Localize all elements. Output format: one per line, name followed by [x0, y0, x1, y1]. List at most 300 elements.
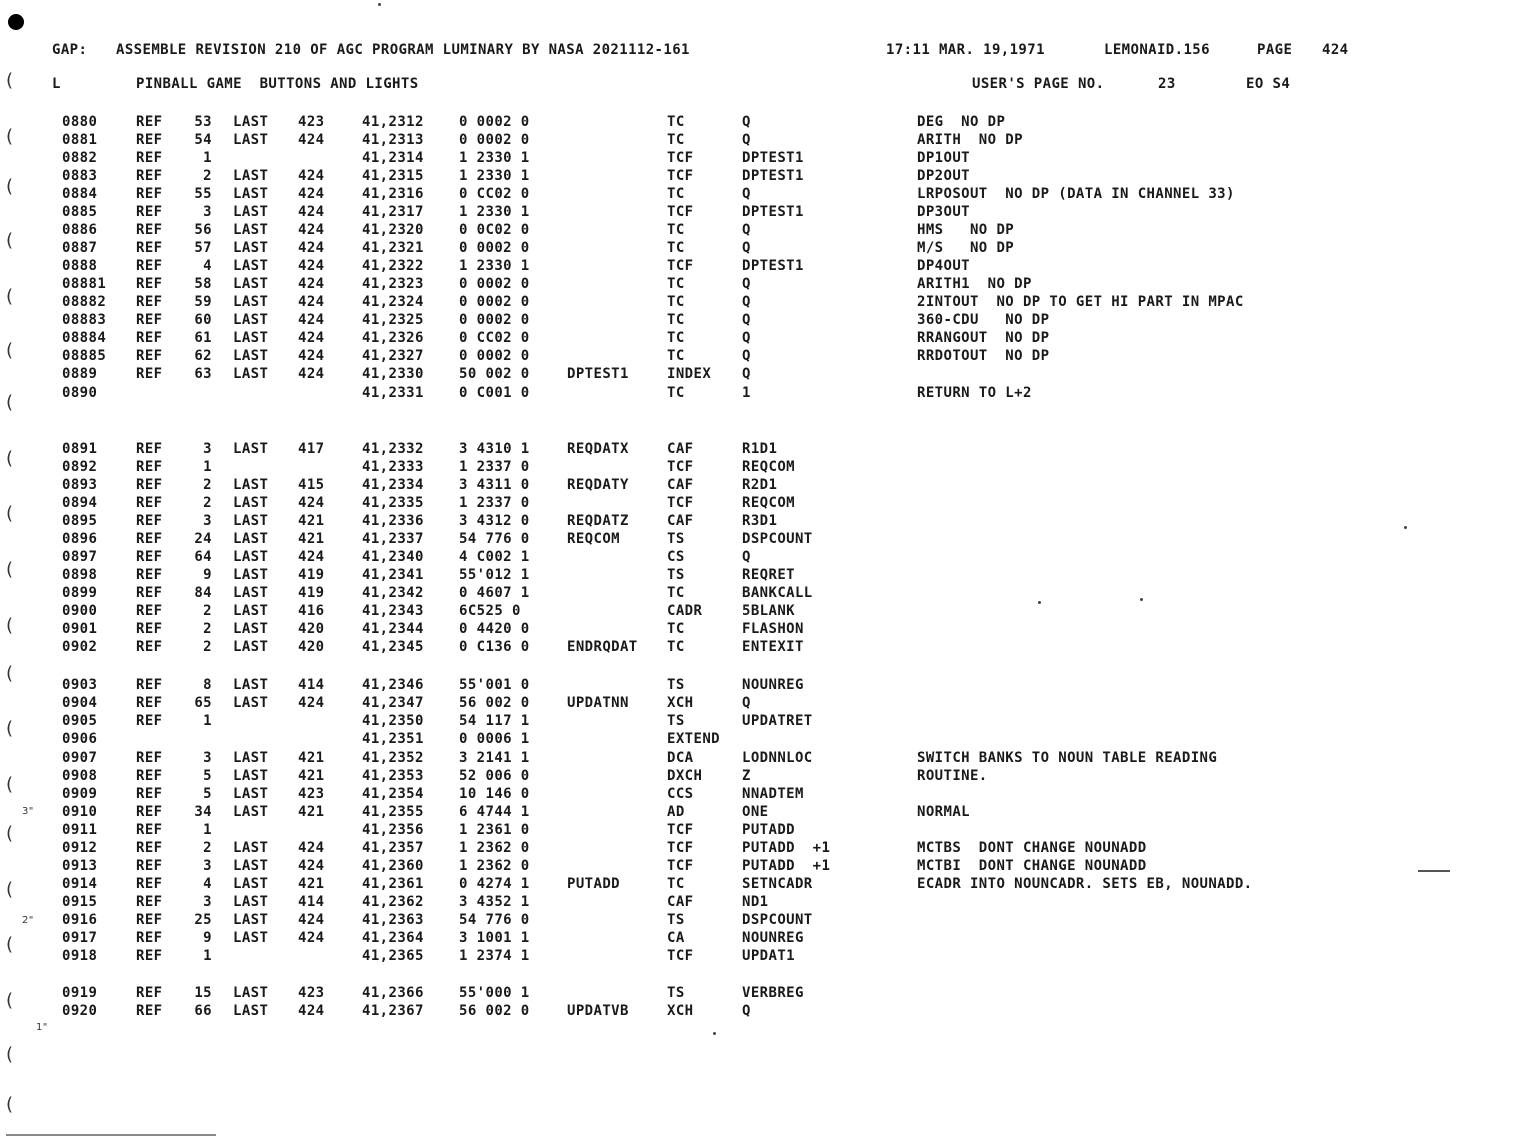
- cell-lastn: 424: [298, 330, 325, 346]
- cell-word: 1 2337 0: [459, 459, 530, 475]
- cell-seq: 08885: [62, 348, 107, 364]
- cell-refn: 55: [194, 186, 212, 202]
- cell-op: INDEX: [667, 366, 712, 382]
- cell-op: TC: [667, 222, 685, 238]
- listing-row: [0, 912, 1536, 930]
- cell-ref: REF: [136, 1003, 163, 1019]
- cell-arg: PUTADD: [742, 822, 795, 838]
- cell-seq: 0895: [62, 513, 98, 529]
- cell-op: XCH: [667, 695, 694, 711]
- cell-refn: 3: [203, 750, 212, 766]
- cell-last: LAST: [233, 495, 269, 511]
- cell-lastn: 424: [298, 912, 325, 928]
- cell-arg: VERBREG: [742, 985, 804, 1001]
- cell-lastn: 424: [298, 312, 325, 328]
- cell-word: 55'001 0: [459, 677, 530, 693]
- cell-lastn: 424: [298, 276, 325, 292]
- cell-arg: Q: [742, 312, 751, 328]
- cell-lastn: 424: [298, 168, 325, 184]
- cell-last: LAST: [233, 531, 269, 547]
- cell-ref: REF: [136, 930, 163, 946]
- cell-word: 0 0002 0: [459, 348, 530, 364]
- listing-row: [0, 822, 1536, 840]
- header-prefix: GAP:: [52, 42, 88, 58]
- cell-ref: REF: [136, 585, 163, 601]
- cell-word: 1 2330 1: [459, 258, 530, 274]
- cell-word: 6 4744 1: [459, 804, 530, 820]
- listing-row: [0, 840, 1536, 858]
- listing-row: [0, 477, 1536, 495]
- cell-addr: 41,2345: [362, 639, 424, 655]
- listing-row: [0, 567, 1536, 585]
- cell-word: 6C525 0: [459, 603, 521, 619]
- cell-last: LAST: [233, 240, 269, 256]
- cell-seq: 0884: [62, 186, 98, 202]
- cell-op: CAF: [667, 477, 694, 493]
- cell-op: TCF: [667, 258, 694, 274]
- cell-last: LAST: [233, 366, 269, 382]
- cell-seq: 08881: [62, 276, 107, 292]
- cell-arg: Q: [742, 549, 751, 565]
- section-marker: L: [52, 76, 61, 92]
- cell-ref: REF: [136, 822, 163, 838]
- cell-refn: 62: [194, 348, 212, 364]
- listing-row: [0, 150, 1536, 168]
- listing-row: [0, 132, 1536, 150]
- cell-word: 50 002 0: [459, 366, 530, 382]
- listing-row: [0, 695, 1536, 713]
- cell-word: 3 2141 1: [459, 750, 530, 766]
- cell-addr: 41,2356: [362, 822, 424, 838]
- cell-refn: 54: [194, 132, 212, 148]
- cell-ref: REF: [136, 513, 163, 529]
- listing-row: [0, 348, 1536, 366]
- cell-ref: REF: [136, 132, 163, 148]
- cell-addr: 41,2315: [362, 168, 424, 184]
- cell-refn: 3: [203, 441, 212, 457]
- cell-refn: 58: [194, 276, 212, 292]
- cell-lastn: 424: [298, 695, 325, 711]
- cell-arg: REQCOM: [742, 495, 795, 511]
- binder-mark: (: [6, 286, 14, 307]
- cell-word: 4 C002 1: [459, 549, 530, 565]
- cell-word: 3 4312 0: [459, 513, 530, 529]
- cell-addr: 41,2334: [362, 477, 424, 493]
- cell-arg: R2D1: [742, 477, 778, 493]
- cell-comment: DP2OUT: [917, 168, 970, 184]
- cell-addr: 41,2320: [362, 222, 424, 238]
- cell-ref: REF: [136, 768, 163, 784]
- print-smudge: [1418, 870, 1450, 872]
- listing-row: [0, 186, 1536, 204]
- cell-lastn: 414: [298, 677, 325, 693]
- cell-op: TC: [667, 132, 685, 148]
- binder-mark: (: [6, 126, 14, 147]
- cell-ref: REF: [136, 348, 163, 364]
- cell-addr: 41,2324: [362, 294, 424, 310]
- cell-word: 56 002 0: [459, 695, 530, 711]
- cell-last: LAST: [233, 930, 269, 946]
- cell-last: LAST: [233, 804, 269, 820]
- cell-last: LAST: [233, 186, 269, 202]
- section-title: PINBALL GAME BUTTONS AND LIGHTS: [136, 76, 419, 92]
- cell-arg: REQRET: [742, 567, 795, 583]
- cell-op: TC: [667, 621, 685, 637]
- listing-row: [0, 621, 1536, 639]
- cell-last: LAST: [233, 985, 269, 1001]
- cell-addr: 41,2337: [362, 531, 424, 547]
- cell-ref: REF: [136, 294, 163, 310]
- cell-last: LAST: [233, 312, 269, 328]
- cell-arg: PUTADD +1: [742, 858, 831, 874]
- listing-row: [0, 876, 1536, 894]
- cell-op: TC: [667, 240, 685, 256]
- cell-arg: DPTEST1: [742, 204, 804, 220]
- cell-addr: 41,2363: [362, 912, 424, 928]
- cell-op: TS: [667, 567, 685, 583]
- cell-seq: 0912: [62, 840, 98, 856]
- cell-lastn: 424: [298, 840, 325, 856]
- cell-lastn: 424: [298, 549, 325, 565]
- cell-comment: DEG NO DP: [917, 114, 1006, 130]
- binder-mark: (: [6, 340, 14, 361]
- cell-word: 54 776 0: [459, 912, 530, 928]
- cell-ref: REF: [136, 894, 163, 910]
- cell-last: LAST: [233, 858, 269, 874]
- cell-seq: 0881: [62, 132, 98, 148]
- binder-mark: (: [6, 1044, 14, 1065]
- binder-mark: (: [6, 70, 14, 91]
- binder-mark: (: [6, 503, 14, 524]
- cell-addr: 41,2343: [362, 603, 424, 619]
- cell-op: DCA: [667, 750, 694, 766]
- cell-word: 55'000 1: [459, 985, 530, 1001]
- listing-row: [0, 786, 1536, 804]
- cell-op: TCF: [667, 858, 694, 874]
- cell-arg: LODNNLOC: [742, 750, 813, 766]
- cell-word: 0 0002 0: [459, 240, 530, 256]
- listing-row: [0, 513, 1536, 531]
- margin-note: 3": [22, 806, 34, 817]
- cell-arg: Q: [742, 186, 751, 202]
- cell-last: LAST: [233, 603, 269, 619]
- cell-arg: Q: [742, 695, 751, 711]
- cell-ref: REF: [136, 222, 163, 238]
- cell-addr: 41,2317: [362, 204, 424, 220]
- cell-last: LAST: [233, 549, 269, 565]
- cell-last: LAST: [233, 114, 269, 130]
- cell-refn: 57: [194, 240, 212, 256]
- cell-refn: 9: [203, 930, 212, 946]
- cell-op: TCF: [667, 948, 694, 964]
- cell-arg: 1: [742, 385, 751, 401]
- cell-last: LAST: [233, 258, 269, 274]
- cell-seq: 0908: [62, 768, 98, 784]
- cell-comment: M/S NO DP: [917, 240, 1015, 256]
- cell-lastn: 421: [298, 513, 325, 529]
- cell-ref: REF: [136, 477, 163, 493]
- cell-refn: 64: [194, 549, 212, 565]
- cell-comment: RRANGOUT NO DP: [917, 330, 1050, 346]
- cell-refn: 1: [203, 150, 212, 166]
- cell-lastn: 421: [298, 750, 325, 766]
- cell-last: LAST: [233, 695, 269, 711]
- cell-addr: 41,2355: [362, 804, 424, 820]
- cell-last: LAST: [233, 750, 269, 766]
- cell-refn: 25: [194, 912, 212, 928]
- cell-refn: 63: [194, 366, 212, 382]
- cell-refn: 66: [194, 1003, 212, 1019]
- cell-ref: REF: [136, 186, 163, 202]
- cell-op: CAF: [667, 894, 694, 910]
- cell-arg: ND1: [742, 894, 769, 910]
- cell-addr: 41,2312: [362, 114, 424, 130]
- cell-last: LAST: [233, 1003, 269, 1019]
- cell-ref: REF: [136, 495, 163, 511]
- cell-addr: 41,2323: [362, 276, 424, 292]
- cell-comment: LRPOSOUT NO DP (DATA IN CHANNEL 33): [917, 186, 1235, 202]
- cell-seq: 0897: [62, 549, 98, 565]
- cell-arg: Q: [742, 276, 751, 292]
- cell-op: TS: [667, 912, 685, 928]
- listing-row: [0, 750, 1536, 768]
- print-speck: [378, 3, 381, 6]
- cell-last: LAST: [233, 894, 269, 910]
- cell-refn: 1: [203, 822, 212, 838]
- cell-seq: 0892: [62, 459, 98, 475]
- binder-mark: (: [6, 448, 14, 469]
- cell-lastn: 419: [298, 567, 325, 583]
- cell-op: CADR: [667, 603, 703, 619]
- cell-addr: 41,2332: [362, 441, 424, 457]
- cell-seq: 08883: [62, 312, 107, 328]
- cell-op: TC: [667, 585, 685, 601]
- cell-refn: 8: [203, 677, 212, 693]
- cell-last: LAST: [233, 912, 269, 928]
- cell-lastn: 421: [298, 531, 325, 547]
- cell-last: LAST: [233, 348, 269, 364]
- cell-arg: DSPCOUNT: [742, 531, 813, 547]
- cell-addr: 41,2365: [362, 948, 424, 964]
- cell-seq: 0907: [62, 750, 98, 766]
- cell-word: 1 2362 0: [459, 858, 530, 874]
- cell-arg: Q: [742, 366, 751, 382]
- cell-word: 0 CC02 0: [459, 186, 530, 202]
- cell-refn: 2: [203, 639, 212, 655]
- cell-refn: 2: [203, 495, 212, 511]
- cell-lastn: 424: [298, 348, 325, 364]
- cell-seq: 0899: [62, 585, 98, 601]
- cell-ref: REF: [136, 204, 163, 220]
- cell-seq: 0919: [62, 985, 98, 1001]
- cell-refn: 84: [194, 585, 212, 601]
- listing-row: [0, 114, 1536, 132]
- listing-row: [0, 312, 1536, 330]
- cell-word: 55'012 1: [459, 567, 530, 583]
- cell-seq: 0890: [62, 385, 98, 401]
- cell-arg: Q: [742, 114, 751, 130]
- cell-seq: 0885: [62, 204, 98, 220]
- cell-seq: 0886: [62, 222, 98, 238]
- cell-last: LAST: [233, 786, 269, 802]
- cell-addr: 41,2350: [362, 713, 424, 729]
- user-page-label: USER'S PAGE NO.: [972, 76, 1105, 92]
- cell-lastn: 424: [298, 930, 325, 946]
- cell-op: TCF: [667, 204, 694, 220]
- cell-op: TCF: [667, 459, 694, 475]
- cell-refn: 1: [203, 459, 212, 475]
- print-speck: [713, 1032, 716, 1035]
- listing-row: [0, 948, 1536, 966]
- cell-lastn: 423: [298, 985, 325, 1001]
- cell-arg: SETNCADR: [742, 876, 813, 892]
- cell-ref: REF: [136, 366, 163, 382]
- cell-lastn: 424: [298, 294, 325, 310]
- cell-last: LAST: [233, 567, 269, 583]
- cell-arg: 5BLANK: [742, 603, 795, 619]
- cell-op: CCS: [667, 786, 694, 802]
- cell-arg: ENTEXIT: [742, 639, 804, 655]
- cell-addr: 41,2351: [362, 731, 424, 747]
- cell-ref: REF: [136, 858, 163, 874]
- cell-op: TCF: [667, 822, 694, 838]
- binder-mark: (: [6, 718, 14, 739]
- cell-word: 1 2374 1: [459, 948, 530, 964]
- listing-row: [0, 603, 1536, 621]
- cell-lastn: 424: [298, 186, 325, 202]
- eo-marker: EO S4: [1246, 76, 1291, 92]
- cell-addr: 41,2341: [362, 567, 424, 583]
- cell-arg: Q: [742, 132, 751, 148]
- cell-label: REQDATX: [567, 441, 629, 457]
- binder-mark: (: [6, 823, 14, 844]
- cell-arg: DSPCOUNT: [742, 912, 813, 928]
- cell-seq: 0920: [62, 1003, 98, 1019]
- cell-comment: NORMAL: [917, 804, 970, 820]
- cell-addr: 41,2321: [362, 240, 424, 256]
- cell-op: XCH: [667, 1003, 694, 1019]
- cell-addr: 41,2325: [362, 312, 424, 328]
- cell-last: LAST: [233, 168, 269, 184]
- cell-label: ENDRQDAT: [567, 639, 638, 655]
- cell-last: LAST: [233, 441, 269, 457]
- cell-word: 56 002 0: [459, 1003, 530, 1019]
- cell-word: 10 146 0: [459, 786, 530, 802]
- cell-last: LAST: [233, 477, 269, 493]
- cell-op: TC: [667, 639, 685, 655]
- cell-label: UPDATNN: [567, 695, 629, 711]
- cell-seq: 0909: [62, 786, 98, 802]
- cell-op: TC: [667, 330, 685, 346]
- cell-lastn: 424: [298, 240, 325, 256]
- cell-refn: 9: [203, 567, 212, 583]
- cell-addr: 41,2352: [362, 750, 424, 766]
- binder-mark: (: [6, 934, 14, 955]
- cell-ref: REF: [136, 912, 163, 928]
- cell-addr: 41,2333: [362, 459, 424, 475]
- cell-lastn: 414: [298, 894, 325, 910]
- cell-ref: REF: [136, 840, 163, 856]
- cell-comment: 360-CDU NO DP: [917, 312, 1050, 328]
- cell-addr: 41,2362: [362, 894, 424, 910]
- cell-comment: HMS NO DP: [917, 222, 1015, 238]
- cell-op: TC: [667, 276, 685, 292]
- cell-addr: 41,2353: [362, 768, 424, 784]
- print-speck: [1038, 601, 1041, 604]
- cell-ref: REF: [136, 276, 163, 292]
- cell-seq: 0903: [62, 677, 98, 693]
- cell-seq: 0896: [62, 531, 98, 547]
- listing-row: [0, 804, 1536, 822]
- cell-ref: REF: [136, 695, 163, 711]
- cell-last: LAST: [233, 294, 269, 310]
- cell-refn: 2: [203, 168, 212, 184]
- cell-lastn: 419: [298, 585, 325, 601]
- cell-addr: 41,2316: [362, 186, 424, 202]
- cell-op: TCF: [667, 168, 694, 184]
- cell-seq: 0898: [62, 567, 98, 583]
- cell-op: AD: [667, 804, 685, 820]
- cell-word: 0 CC02 0: [459, 330, 530, 346]
- listing-row: [0, 441, 1536, 459]
- cell-refn: 3: [203, 513, 212, 529]
- cell-op: TS: [667, 531, 685, 547]
- cell-last: LAST: [233, 768, 269, 784]
- cell-arg: PUTADD +1: [742, 840, 831, 856]
- cell-op: TCF: [667, 840, 694, 856]
- cell-lastn: 423: [298, 786, 325, 802]
- cell-last: LAST: [233, 621, 269, 637]
- cell-lastn: 415: [298, 477, 325, 493]
- cell-seq: 0914: [62, 876, 98, 892]
- cell-comment: RETURN TO L+2: [917, 385, 1032, 401]
- cell-addr: 41,2335: [362, 495, 424, 511]
- cell-addr: 41,2360: [362, 858, 424, 874]
- cell-seq: 0893: [62, 477, 98, 493]
- cell-label: PUTADD: [567, 876, 620, 892]
- cell-seq: 0916: [62, 912, 98, 928]
- listing-row: [0, 240, 1536, 258]
- cell-refn: 59: [194, 294, 212, 310]
- cell-addr: 41,2336: [362, 513, 424, 529]
- cell-op: TS: [667, 677, 685, 693]
- cell-ref: REF: [136, 312, 163, 328]
- binder-mark: (: [6, 663, 14, 684]
- binder-mark: (: [6, 392, 14, 413]
- cell-lastn: 423: [298, 114, 325, 130]
- cell-refn: 1: [203, 713, 212, 729]
- cell-seq: 0882: [62, 150, 98, 166]
- cell-addr: 41,2344: [362, 621, 424, 637]
- cell-lastn: 421: [298, 768, 325, 784]
- cell-ref: REF: [136, 639, 163, 655]
- cell-seq: 0888: [62, 258, 98, 274]
- cell-last: LAST: [233, 876, 269, 892]
- cell-word: 0 4420 0: [459, 621, 530, 637]
- cell-op: TC: [667, 312, 685, 328]
- cell-addr: 41,2361: [362, 876, 424, 892]
- cell-word: 0 0006 1: [459, 731, 530, 747]
- print-speck: [1404, 526, 1407, 529]
- margin-note: 1": [36, 1022, 48, 1033]
- header-timestamp: 17:11 MAR. 19,1971: [886, 42, 1045, 58]
- cell-addr: 41,2327: [362, 348, 424, 364]
- cell-word: 0 C001 0: [459, 385, 530, 401]
- cell-addr: 41,2322: [362, 258, 424, 274]
- header-job: LEMONAID.156: [1104, 42, 1210, 58]
- cell-refn: 2: [203, 621, 212, 637]
- cell-ref: REF: [136, 948, 163, 964]
